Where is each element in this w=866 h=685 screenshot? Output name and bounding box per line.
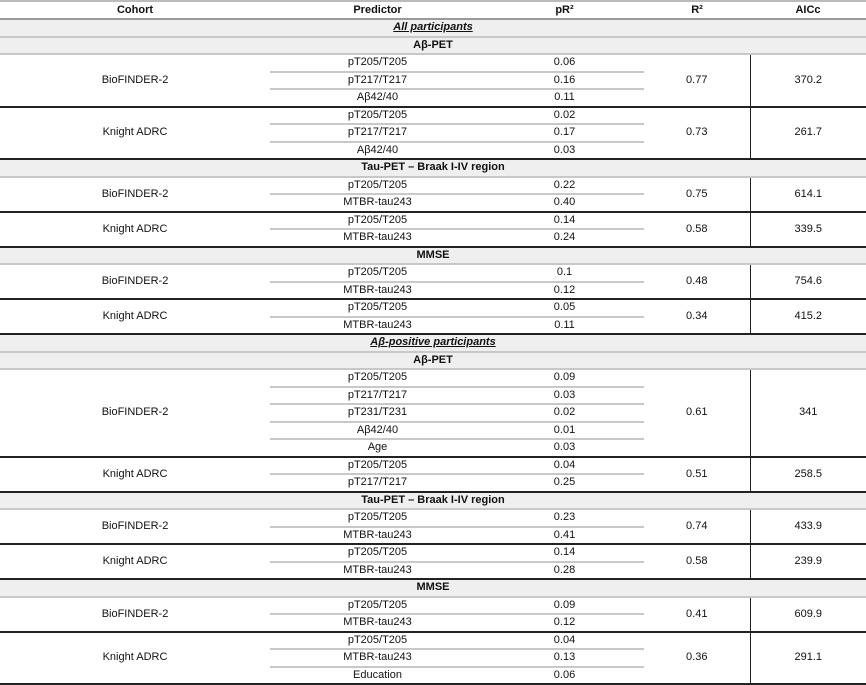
predictor-cell: pT205/T205 (270, 212, 485, 230)
predictor-cell: pT205/T205 (270, 299, 485, 317)
outcome-header-row (0, 247, 866, 265)
pr2-cell: 0.22 (485, 177, 644, 195)
cohort-name: BioFINDER-2 (0, 177, 270, 212)
r2-cell: 0.51 (644, 457, 750, 492)
header-row (0, 1, 866, 19)
pr2-cell: 0.14 (485, 544, 644, 562)
predictor-cell: pT217/T217 (270, 72, 485, 90)
r2-cell: 0.36 (644, 632, 750, 685)
pr2-cell: 0.12 (485, 282, 644, 300)
aicc-cell: 291.1 (750, 632, 866, 685)
table-row (0, 544, 866, 562)
predictor-cell: pT205/T205 (270, 457, 485, 475)
outcome-header-row (0, 492, 866, 510)
outcome-title: Tau-PET – Braak I-IV region (0, 492, 866, 510)
r2-cell: 0.58 (644, 544, 750, 579)
r2-cell: 0.74 (644, 509, 750, 544)
aicc-cell: 261.7 (750, 107, 866, 160)
header-aicc: AICc (750, 1, 866, 19)
predictor-cell: pT217/T217 (270, 474, 485, 492)
predictor-cell: MTBR-tau243 (270, 614, 485, 632)
r2-cell: 0.34 (644, 299, 750, 334)
table-row (0, 264, 866, 282)
aicc-cell: 415.2 (750, 299, 866, 334)
aicc-cell: 258.5 (750, 457, 866, 492)
predictor-cell: MTBR-tau243 (270, 282, 485, 300)
predictor-cell: Aβ42/40 (270, 422, 485, 440)
group-header-row (0, 19, 866, 37)
outcome-title: Aβ-PET (0, 352, 866, 370)
table-row (0, 54, 866, 72)
predictor-cell: pT205/T205 (270, 632, 485, 650)
header-predictor: Predictor (270, 1, 485, 19)
pr2-cell: 0.25 (485, 474, 644, 492)
outcome-title: Aβ-PET (0, 37, 866, 55)
predictor-cell: Education (270, 667, 485, 685)
cohort-name: BioFINDER-2 (0, 597, 270, 632)
aicc-cell: 433.9 (750, 509, 866, 544)
predictor-cell: pT205/T205 (270, 264, 485, 282)
predictor-cell: Age (270, 439, 485, 457)
predictor-cell: pT231/T231 (270, 404, 485, 422)
cohort-name: BioFINDER-2 (0, 54, 270, 107)
pr2-cell: 0.03 (485, 387, 644, 405)
outcome-title: MMSE (0, 247, 866, 265)
predictor-cell: pT205/T205 (270, 369, 485, 387)
table-row (0, 509, 866, 527)
table-row (0, 369, 866, 387)
pr2-cell: 0.02 (485, 107, 644, 125)
pr2-cell: 0.06 (485, 54, 644, 72)
cohort-name: Knight ADRC (0, 457, 270, 492)
table-row (0, 177, 866, 195)
predictor-cell: MTBR-tau243 (270, 649, 485, 667)
predictor-cell: pT205/T205 (270, 177, 485, 195)
predictor-cell: MTBR-tau243 (270, 527, 485, 545)
pr2-cell: 0.23 (485, 509, 644, 527)
aicc-cell: 341 (750, 369, 866, 457)
predictor-cell: pT217/T217 (270, 387, 485, 405)
pr2-cell: 0.17 (485, 124, 644, 142)
aicc-cell: 370.2 (750, 54, 866, 107)
cohort-name: BioFINDER-2 (0, 369, 270, 457)
predictor-cell: MTBR-tau243 (270, 317, 485, 335)
pr2-cell: 0.05 (485, 299, 644, 317)
predictor-cell: MTBR-tau243 (270, 229, 485, 247)
r2-cell: 0.61 (644, 369, 750, 457)
group-title: Aβ-positive participants (0, 334, 866, 352)
outcome-header-row (0, 159, 866, 177)
pr2-cell: 0.28 (485, 562, 644, 580)
outcome-header-row (0, 579, 866, 597)
pr2-cell: 0.11 (485, 317, 644, 335)
pr2-cell: 0.01 (485, 422, 644, 440)
predictor-cell: pT205/T205 (270, 509, 485, 527)
pr2-cell: 0.40 (485, 194, 644, 212)
r2-cell: 0.73 (644, 107, 750, 160)
pr2-cell: 0.14 (485, 212, 644, 230)
aicc-cell: 239.9 (750, 544, 866, 579)
pr2-cell: 0.16 (485, 72, 644, 90)
header-r2: R² (644, 1, 750, 19)
pr2-cell: 0.03 (485, 439, 644, 457)
table-row (0, 457, 866, 475)
group-header-row (0, 334, 866, 352)
aicc-cell: 754.6 (750, 264, 866, 299)
cohort-name: Knight ADRC (0, 632, 270, 685)
table-row (0, 632, 866, 650)
outcome-title: Tau-PET – Braak I-IV region (0, 159, 866, 177)
predictor-cell: pT205/T205 (270, 597, 485, 615)
r2-cell: 0.77 (644, 54, 750, 107)
pr2-cell: 0.04 (485, 457, 644, 475)
outcome-header-row (0, 37, 866, 55)
aicc-cell: 339.5 (750, 212, 866, 247)
predictor-cell: Aβ42/40 (270, 89, 485, 107)
cohort-name: Knight ADRC (0, 299, 270, 334)
cohort-name: Knight ADRC (0, 212, 270, 247)
pr2-cell: 0.04 (485, 632, 644, 650)
header-pr2: pR² (485, 1, 644, 19)
predictor-cell: pT205/T205 (270, 54, 485, 72)
table-row (0, 597, 866, 615)
cohort-name: Knight ADRC (0, 544, 270, 579)
pr2-cell: 0.41 (485, 527, 644, 545)
pr2-cell: 0.11 (485, 89, 644, 107)
predictor-cell: MTBR-tau243 (270, 194, 485, 212)
outcome-title: MMSE (0, 579, 866, 597)
r2-cell: 0.75 (644, 177, 750, 212)
pr2-cell: 0.1 (485, 264, 644, 282)
cohort-name: BioFINDER-2 (0, 264, 270, 299)
pr2-cell: 0.24 (485, 229, 644, 247)
predictor-cell: pT205/T205 (270, 544, 485, 562)
predictor-cell: pT205/T205 (270, 107, 485, 125)
predictor-cell: MTBR-tau243 (270, 562, 485, 580)
pr2-cell: 0.13 (485, 649, 644, 667)
cohort-name: BioFINDER-2 (0, 509, 270, 544)
r2-cell: 0.58 (644, 212, 750, 247)
outcome-header-row (0, 352, 866, 370)
r2-cell: 0.41 (644, 597, 750, 632)
cohort-name: Knight ADRC (0, 107, 270, 160)
table-body (0, 19, 866, 684)
pr2-cell: 0.06 (485, 667, 644, 685)
pr2-cell: 0.12 (485, 614, 644, 632)
table-row (0, 107, 866, 125)
pr2-cell: 0.02 (485, 404, 644, 422)
header-cohort: Cohort (0, 1, 270, 19)
table-row (0, 299, 866, 317)
pr2-cell: 0.09 (485, 597, 644, 615)
aicc-cell: 614.1 (750, 177, 866, 212)
aicc-cell: 609.9 (750, 597, 866, 632)
table-row (0, 212, 866, 230)
pr2-cell: 0.03 (485, 142, 644, 160)
predictor-cell: Aβ42/40 (270, 142, 485, 160)
r2-cell: 0.48 (644, 264, 750, 299)
group-title: All participants (0, 19, 866, 37)
pr2-cell: 0.09 (485, 369, 644, 387)
predictor-cell: pT217/T217 (270, 124, 485, 142)
